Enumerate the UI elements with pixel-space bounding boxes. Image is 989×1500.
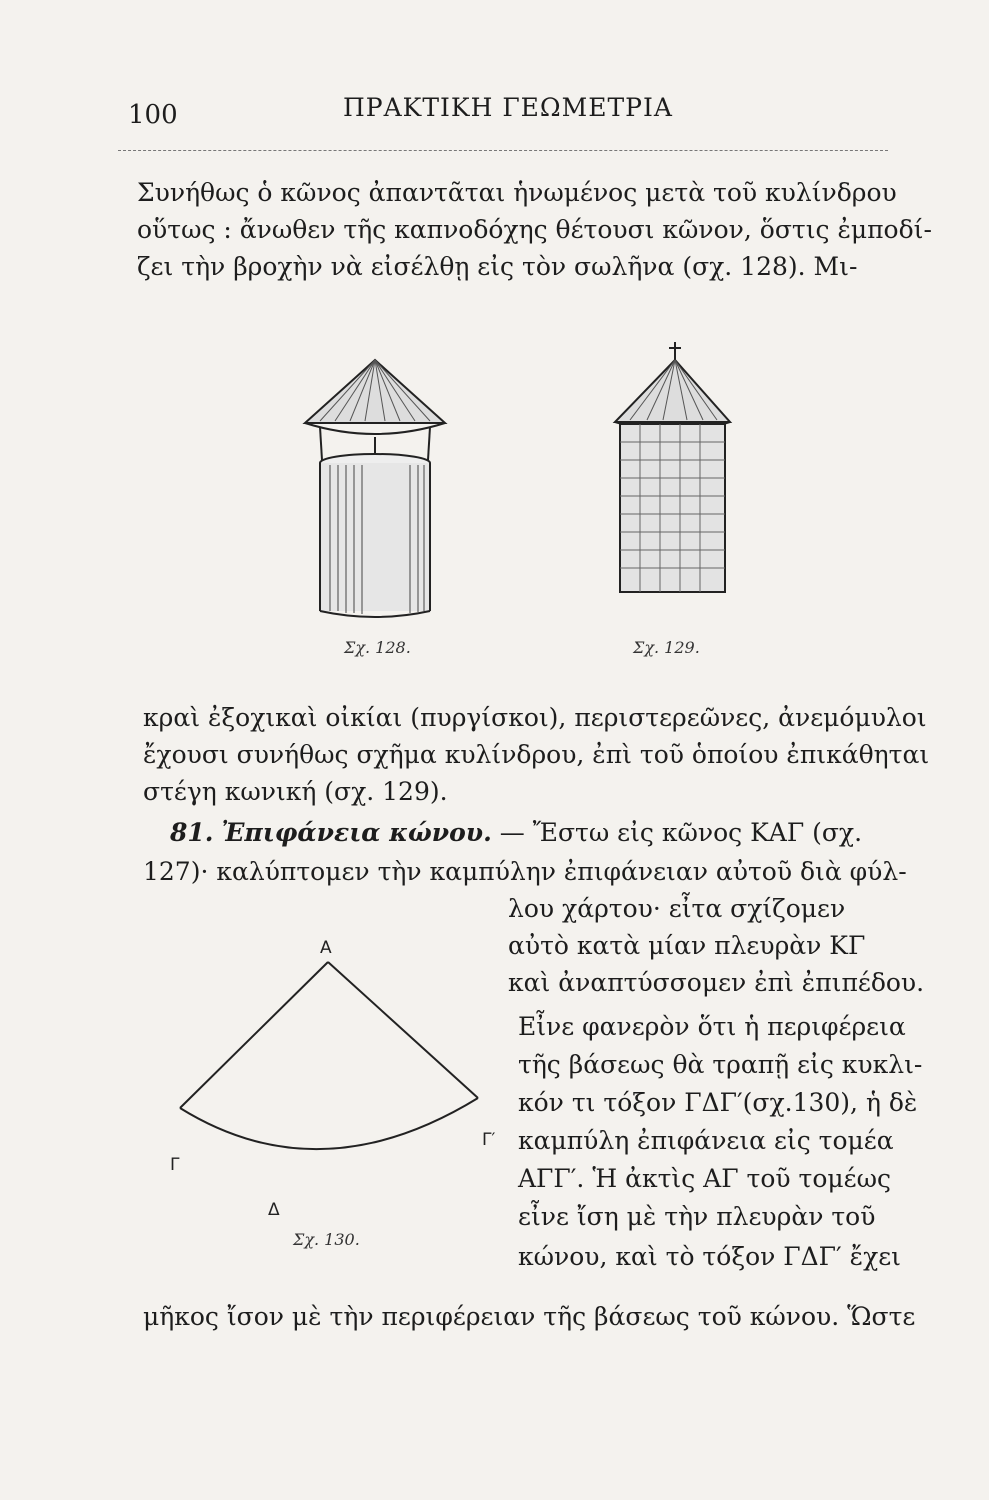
para2-line-1: κραὶ ἐξοχικαὶ οἰκίαι (πυργίσκοι), περιστερεῶνες, ἀνεμόμυλοι <box>143 703 927 732</box>
figure-130-label-bottom: Δ <box>268 1200 280 1220</box>
header-rule <box>118 150 888 151</box>
section-number: 81. <box>170 818 214 847</box>
para3-narrow-6: κόν τι τόξον ΓΔΓ′(σχ.130), ἡ δὲ <box>518 1088 918 1117</box>
figure-128-caption: Σχ. 128. <box>344 638 411 657</box>
para3-narrow-2: αὐτὸ κατὰ μίαν πλευρὰν ΚΓ <box>508 931 866 960</box>
para3-narrow-10: κώνου, καὶ τὸ τόξον ΓΔΓ′ ἔχει <box>518 1242 901 1271</box>
para2-line-2: ἔχουσι συνήθως σχῆμα κυλίνδρου, ἐπὶ τοῦ ὁποίου ἐπικάθηται <box>143 740 930 769</box>
section-heading-line <box>170 818 862 848</box>
para3-line-1: 127)· καλύπτομεν τὴν καμπύλην ἐπιφάνειαν αὐτοῦ διὰ φύλ- <box>143 857 907 886</box>
figure-130-sector <box>170 950 510 1190</box>
running-title: ΠΡΑΚΤΙΚΗ ΓΕΩΜΕΤΡΙΑ <box>343 93 673 122</box>
para3-narrow-9: εἶνε ἴση μὲ τὴν πλευρὰν τοῦ <box>518 1202 876 1231</box>
para1-line-2: οὕτως : ἄνωθεν τῆς καπνοδόχης θέτουσι κῶνον, ὅστις ἐμποδί- <box>137 215 932 244</box>
para1-line-3: ζει τὴν βροχὴν νὰ εἰσέλθῃ εἰς τὸν σωλῆνα (σχ. 128). Μι- <box>137 252 858 281</box>
para1-line-1: Συνήθως ὁ κῶνος ἀπαντᾶται ἡνωμένος μετὰ τοῦ κυλίνδρου <box>137 178 897 207</box>
page-number: 100 <box>128 100 178 130</box>
para2-line-3: στέγη κωνική (σχ. 129). <box>143 777 448 806</box>
figure-129-caption: Σχ. 129. <box>633 638 700 657</box>
section-lead: — Ἔστω εἰς κῶνος ΚΑΓ (σχ. <box>499 818 863 847</box>
para3-narrow-3: καὶ ἀναπτύσσομεν ἐπὶ ἐπιπέδου. <box>508 968 925 997</box>
para3-narrow-1: λου χάρτου· εἶτα σχίζομεν <box>508 894 846 923</box>
figure-130-label-apex: Α <box>320 938 332 958</box>
para3-narrow-7: καμπύλη ἐπιφάνεια εἰς τομέα <box>518 1126 894 1155</box>
figure-130-label-left: Γ <box>170 1155 180 1175</box>
section-title: Ἐπιφάνεια κώνου. <box>221 818 492 847</box>
figure-130-caption: Σχ. 130. <box>293 1230 360 1249</box>
para3-last-line: μῆκος ἴσον μὲ τὴν περιφέρειαν τῆς βάσεως τοῦ κώνου. Ὥστε <box>143 1302 916 1331</box>
para3-narrow-5: τῆς βάσεως θὰ τραπῇ εἰς κυκλι- <box>518 1050 923 1079</box>
figure-129-tower <box>605 342 735 597</box>
figure-130-label-right: Γ′ <box>482 1130 496 1150</box>
para3-narrow-8: ΑΓΓ′. Ἡ ἀκτὶς ΑΓ τοῦ τομέως <box>518 1164 891 1193</box>
para3-narrow-4: Εἶνε φανερὸν ὅτι ἡ περιφέρεια <box>518 1012 906 1041</box>
figure-128-chimney-cap <box>300 355 450 625</box>
